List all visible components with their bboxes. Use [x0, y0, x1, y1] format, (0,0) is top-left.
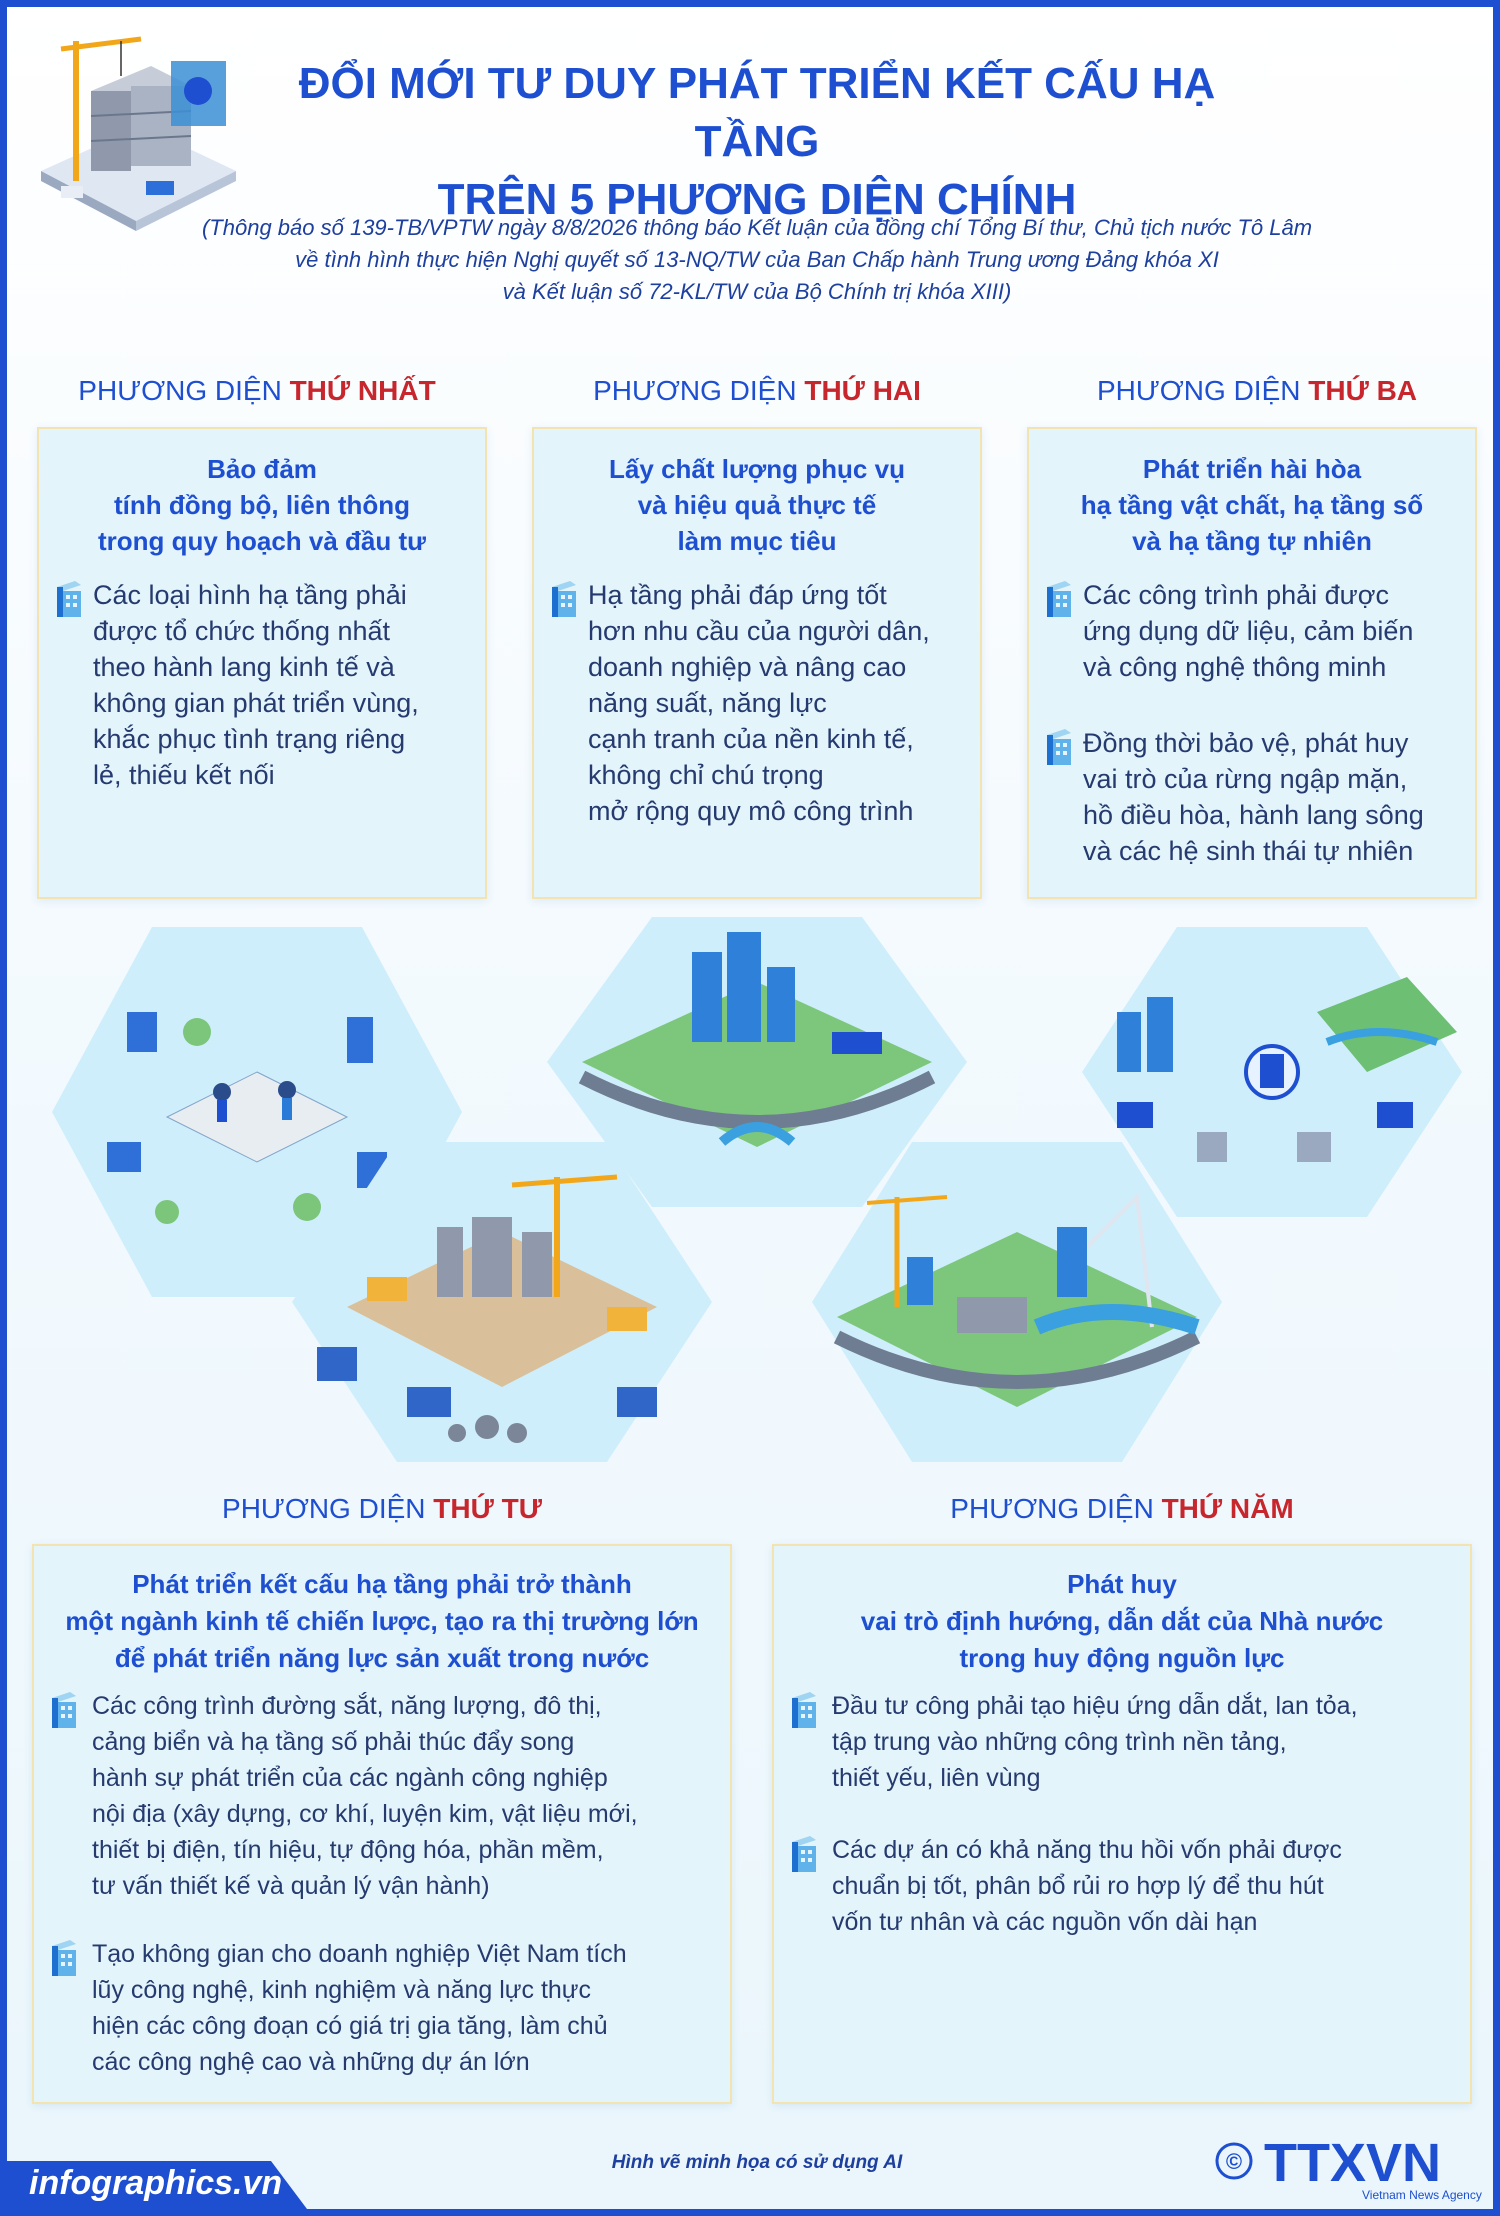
card-title-line: vai trò định hướng, dẫn dắt của Nhà nước	[860, 1606, 1384, 1636]
bullet-line: nội địa (xây dựng, cơ khí, luyện kim, vật liệu mới,	[92, 1800, 638, 1828]
bullet-line: tư vấn thiết kế và quản lý vận hành)	[92, 1872, 490, 1900]
building-icon	[48, 1688, 80, 1732]
aspect-4-card	[32, 1544, 732, 2104]
aspect-prefix: PHƯƠNG DIỆN	[950, 1493, 1162, 1524]
aspect-5-heading	[777, 1493, 1467, 1525]
aspect-1-heading	[37, 375, 477, 407]
bullet-line: năng suất, năng lực	[588, 688, 827, 718]
aspect-ordinal: THỨ TƯ	[433, 1493, 542, 1524]
building-icon	[1043, 725, 1075, 769]
bullet-line: lẻ, thiếu kết nối	[93, 760, 275, 790]
bullet-line: và công nghệ thông minh	[1083, 652, 1387, 682]
bullet-line: Tạo không gian cho doanh nghiệp Việt Nam tích	[92, 1940, 627, 1968]
page-title	[237, 55, 1277, 229]
page-subtitle	[147, 212, 1367, 308]
aspect-ordinal: THỨ HAI	[804, 375, 921, 406]
card-title-line: một ngành kinh tế chiến lược, tạo ra thị trường lớn	[65, 1606, 699, 1636]
site-link[interactable]: infographics.vn	[29, 2164, 283, 2202]
aspect-prefix: PHƯƠNG DIỆN	[78, 375, 290, 406]
bullet-line: vai trò của rừng ngập mặn,	[1083, 764, 1408, 794]
bullet-line: Hạ tầng phải đáp ứng tốt	[588, 580, 887, 610]
bullet-line: thiết yếu, liên vùng	[832, 1764, 1041, 1792]
bullet-line: Các dự án có khả năng thu hồi vốn phải được	[832, 1836, 1342, 1864]
bullet-line: chuẩn bị tốt, phân bổ rủi ro hợp lý để thu hút	[832, 1872, 1324, 1900]
bullet-line: theo hành lang kinh tế và	[93, 652, 395, 682]
card-title	[534, 451, 980, 559]
bullet-line: mở rộng quy mô công trình	[588, 796, 914, 826]
card-title-line: Phát triển hài hòa	[1142, 454, 1362, 484]
aspect-3-heading	[1037, 375, 1477, 407]
bullet-line: Các loại hình hạ tầng phải	[93, 580, 407, 610]
bullet-line: doanh nghiệp và nâng cao	[588, 652, 907, 682]
bullet-line: các công nghệ cao và những dự án lớn	[92, 2048, 530, 2076]
public-investment-illustration	[807, 1137, 1227, 1467]
card-title-line: Phát huy	[1067, 1569, 1177, 1599]
card-title-line: Lấy chất lượng phục vụ	[609, 454, 905, 484]
building-icon	[48, 1936, 80, 1980]
ai-illustration-note: Hình vẽ minh họa có sử dụng AI	[611, 2152, 903, 2173]
card-title	[774, 1566, 1470, 1677]
bullet-line: cạnh tranh của nền kinh tế,	[588, 724, 914, 754]
bullet-line: hành sự phát triển của các ngành công nghiệp	[92, 1764, 608, 1792]
bullet-line: Đầu tư công phải tạo hiệu ứng dẫn dắt, lan tỏa,	[832, 1692, 1358, 1720]
card-title-line: hạ tầng vật chất, hạ tầng số	[1080, 490, 1424, 520]
bullet-line: hồ điều hòa, hành lang sông	[1083, 800, 1424, 830]
bullet-line: Các công trình đường sắt, năng lượng, đô thị,	[92, 1692, 602, 1720]
aspect-ordinal: THỨ BA	[1308, 375, 1418, 406]
aspect-ordinal: THỨ NĂM	[1161, 1493, 1294, 1524]
copyright-symbol: ©	[1225, 2149, 1243, 2174]
building-icon	[548, 577, 580, 621]
bullet-line: hiện các công đoạn có giá trị gia tăng, làm chủ	[92, 2012, 608, 2040]
card-title-line: để phát triển năng lực sản xuất trong nước	[114, 1643, 650, 1673]
bullet-line: cảng biển và hạ tầng số phải thúc đẩy song	[92, 1728, 575, 1756]
bullet-line: Các công trình phải được	[1083, 580, 1389, 610]
aspect-ordinal: THỨ NHẤT	[289, 375, 436, 406]
card-title-line: và hạ tầng tự nhiên	[1132, 526, 1372, 556]
card-title	[34, 1566, 730, 1677]
aspect-5-card	[772, 1544, 1472, 2104]
ttxvn-logo	[1212, 2125, 1482, 2205]
bullet-line: không gian phát triển vùng,	[93, 688, 419, 718]
subtitle-line: về tình hình thực hiện Nghị quyết số 13-NQ/TW của Ban Chấp hành Trung ương Đảng khóa XI	[295, 247, 1219, 272]
aspect-prefix: PHƯƠNG DIỆN	[593, 375, 805, 406]
card-title-line: trong quy hoạch và đầu tư	[98, 526, 426, 556]
bullet-line: lũy công nghệ, kinh nghiệm và năng lực thực	[92, 1976, 592, 2004]
construction-illustration	[21, 21, 251, 236]
aspect-2-card	[532, 427, 982, 899]
bullet-line: tập trung vào những công trình nền tảng,	[832, 1728, 1287, 1756]
title-line: ĐỔI MỚI TƯ DUY PHÁT TRIỂN KẾT CẤU HẠ TẦNG	[298, 59, 1216, 166]
card-title-line: Bảo đảm	[207, 454, 317, 484]
logo-subtext: Vietnam News Agency	[1362, 2188, 1482, 2202]
bullet-line: thiết bị điện, tín hiệu, tự động hóa, phần mềm,	[92, 1836, 604, 1864]
building-icon	[788, 1832, 820, 1876]
bullet-line: được tổ chức thống nhất	[93, 616, 391, 646]
bullet-line: vốn tư nhân và các nguồn vốn dài hạn	[832, 1908, 1258, 1936]
building-icon	[53, 577, 85, 621]
card-title-line: làm mục tiêu	[677, 526, 837, 556]
bullet-line: ứng dụng dữ liệu, cảm biến	[1083, 616, 1414, 646]
aspect-prefix: PHƯƠNG DIỆN	[1096, 375, 1309, 406]
aspect-3-card	[1027, 427, 1477, 899]
bullet-line: và các hệ sinh thái tự nhiên	[1083, 836, 1414, 866]
card-title-line: và hiệu quả thực tế	[637, 490, 877, 520]
aspect-prefix: PHƯƠNG DIỆN	[222, 1493, 434, 1524]
building-icon	[1043, 577, 1075, 621]
bullet-line: Đồng thời bảo vệ, phát huy	[1083, 728, 1409, 758]
card-title	[39, 451, 485, 559]
logo-text: TTXVN	[1264, 2133, 1442, 2193]
aspect-1-card	[37, 427, 487, 899]
subtitle-line: (Thông báo số 139-TB/VPTW ngày 8/8/2026 thông báo Kết luận của đồng chí Tổng Bí thư, Chủ tịch nước Tô Lâm	[201, 215, 1313, 240]
card-title-line: Phát triển kết cấu hạ tầng phải trở thành	[132, 1569, 632, 1599]
subtitle-line: và Kết luận số 72-KL/TW của Bộ Chính trị khóa XIII)	[502, 279, 1012, 304]
bullet-line: không chỉ chú trọng	[588, 760, 824, 790]
title-line: TRÊN 5 PHƯƠNG DIỆN CHÍNH	[437, 175, 1077, 224]
card-title-line: tính đồng bộ, liên thông	[113, 490, 411, 520]
bullet-line: hơn nhu cầu của người dân,	[588, 616, 930, 646]
aspect-4-heading	[37, 1493, 727, 1525]
industry-illustration	[287, 1137, 717, 1467]
card-title-line: trong huy động nguồn lực	[959, 1643, 1285, 1673]
aspect-2-heading	[537, 375, 977, 407]
building-icon	[788, 1688, 820, 1732]
bullet-line: khắc phục tình trạng riêng	[93, 724, 406, 754]
card-title	[1029, 451, 1475, 559]
